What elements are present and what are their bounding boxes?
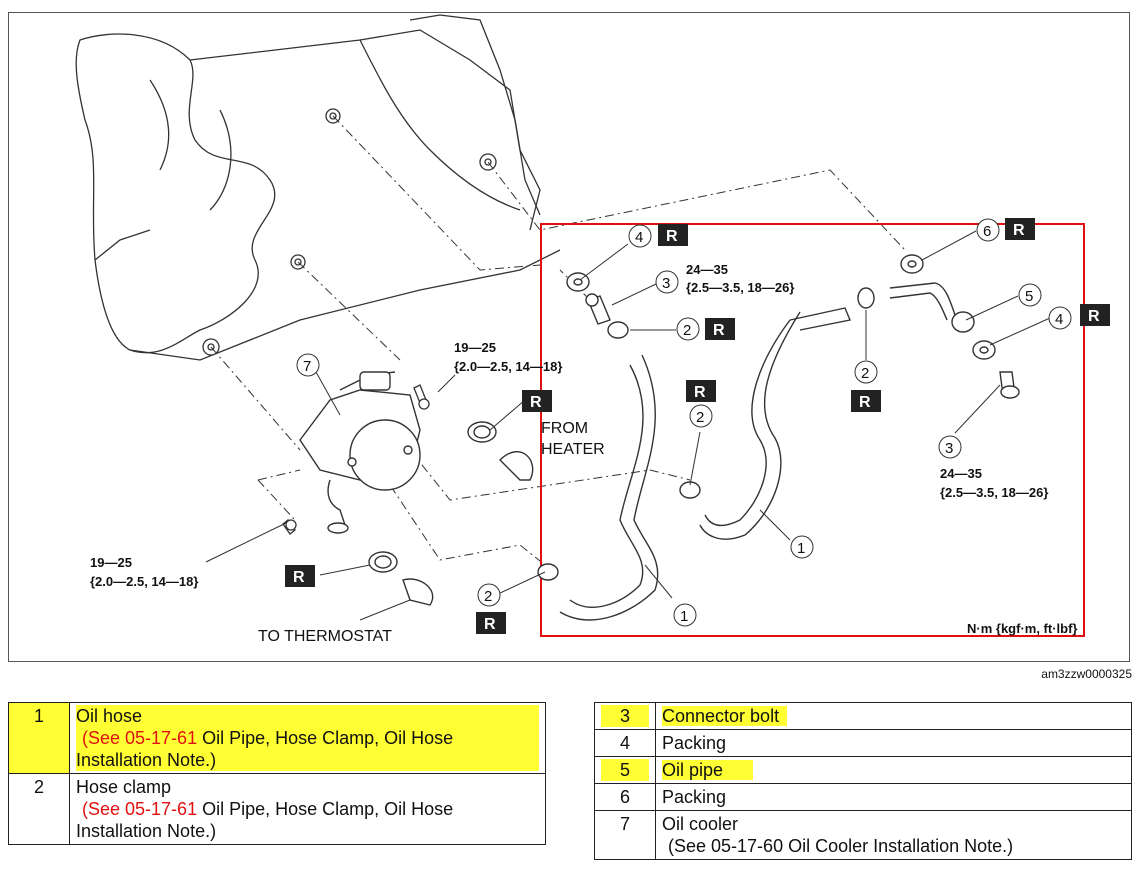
replace-badge <box>476 612 506 634</box>
part-name: Hose clamp <box>76 777 172 797</box>
image-id: am3zzw0000325 <box>1041 667 1132 681</box>
svg-text:{2.5—3.5, 18—26}: {2.5—3.5, 18—26} <box>940 485 1049 500</box>
reference-link[interactable]: (See 05-17-61 <box>82 728 198 748</box>
svg-text:N·m {kgf·m, ft·lbf}: N·m {kgf·m, ft·lbf} <box>967 621 1078 636</box>
part-callout-5 <box>1019 284 1041 306</box>
svg-text:R: R <box>293 569 305 586</box>
part-name: Packing <box>656 784 1132 811</box>
svg-text:R: R <box>484 616 496 633</box>
oil-cooler <box>300 372 420 533</box>
parts-table-left <box>8 702 546 845</box>
dashed-guide-lines <box>211 116 905 565</box>
replace-badge <box>1080 304 1110 326</box>
table-row <box>595 703 1132 730</box>
part-callout-4b <box>1049 307 1071 329</box>
oil-pipe <box>890 283 974 332</box>
svg-text:{2.0—2.5, 14—18}: {2.0—2.5, 14—18} <box>90 574 199 589</box>
parts-table-right <box>594 702 1132 860</box>
part-callout-2b <box>690 405 712 427</box>
reference-link[interactable]: (See 05-17-61 <box>82 799 198 819</box>
part-name: Oil cooler <box>662 814 739 834</box>
svg-text:5: 5 <box>1025 288 1034 305</box>
svg-text:4: 4 <box>635 229 644 246</box>
part-callout-7 <box>297 354 319 376</box>
svg-text:2: 2 <box>696 409 705 426</box>
table-row <box>595 730 1132 757</box>
part-name: Packing <box>656 730 1132 757</box>
svg-text:HEATER: HEATER <box>541 441 605 458</box>
part-callout-1b <box>791 536 813 558</box>
svg-text:1: 1 <box>680 608 689 625</box>
svg-text:R: R <box>713 322 725 339</box>
replace-badge <box>686 380 716 402</box>
oil-hoses <box>560 308 850 620</box>
part-callout-1a <box>674 604 696 626</box>
svg-text:2: 2 <box>484 588 493 605</box>
svg-text:7: 7 <box>303 358 312 375</box>
packings <box>567 255 995 359</box>
svg-text:FROM: FROM <box>541 420 589 437</box>
replace-badge <box>851 390 881 412</box>
replace-badge <box>658 224 688 246</box>
part-number: 2 <box>9 774 70 845</box>
svg-text:R: R <box>530 394 542 411</box>
svg-text:19—25: 19—25 <box>454 340 496 355</box>
svg-text:24—35: 24—35 <box>686 262 728 277</box>
table-row <box>9 703 546 774</box>
engine-bolts <box>203 109 496 355</box>
part-callout-2d <box>855 361 877 383</box>
svg-text:4: 4 <box>1055 311 1064 328</box>
table-row <box>595 784 1132 811</box>
svg-text:2: 2 <box>861 365 870 382</box>
part-number: 5 <box>601 759 649 781</box>
table-row <box>595 757 1132 784</box>
part-callout-2a <box>677 318 699 340</box>
engine-block-outline <box>76 15 560 360</box>
svg-text:1: 1 <box>797 540 806 557</box>
note-text: Oil Pipe, Hose Clamp, Oil Hose <box>197 728 454 748</box>
replace-badge <box>705 318 735 340</box>
part-name: Connector bolt <box>662 706 787 726</box>
svg-text:{2.5—3.5, 18—26}: {2.5—3.5, 18—26} <box>686 280 795 295</box>
part-description <box>70 703 546 774</box>
part-number: 7 <box>595 811 656 860</box>
part-callout-3a <box>656 271 678 293</box>
svg-text:R: R <box>666 228 678 245</box>
part-callout-4a <box>629 225 651 247</box>
part-callout-2c <box>478 584 500 606</box>
part-name: Oil hose <box>76 706 143 726</box>
part-description <box>70 774 546 845</box>
svg-text:R: R <box>1088 308 1100 325</box>
part-callout-3b <box>939 436 961 458</box>
svg-text:2: 2 <box>683 322 692 339</box>
part-callout-6 <box>977 219 999 241</box>
highlight-region <box>541 224 1084 636</box>
note-text: Installation Note.) <box>76 750 217 770</box>
svg-text:R: R <box>1013 222 1025 239</box>
replace-badge <box>285 565 315 587</box>
table-row <box>595 811 1132 860</box>
replace-badge <box>522 390 552 412</box>
note-text: (See 05-17-60 Oil Cooler Installation Note.) <box>668 836 1014 856</box>
part-number: 1 <box>9 703 70 774</box>
part-number: 3 <box>601 705 649 727</box>
svg-text:R: R <box>859 394 871 411</box>
note-text: Oil Pipe, Hose Clamp, Oil Hose <box>197 799 454 819</box>
table-row <box>9 774 546 845</box>
svg-text:TO THERMOSTAT: TO THERMOSTAT <box>258 628 392 645</box>
part-name: Oil pipe <box>662 760 753 780</box>
svg-text:R: R <box>694 384 706 401</box>
svg-text:24—35: 24—35 <box>940 466 982 481</box>
svg-text:{2.0—2.5, 14—18}: {2.0—2.5, 14—18} <box>454 359 563 374</box>
svg-text:6: 6 <box>983 223 992 240</box>
part-number: 6 <box>595 784 656 811</box>
part-description <box>656 811 1132 860</box>
replace-badge <box>1005 218 1035 240</box>
svg-text:19—25: 19—25 <box>90 555 132 570</box>
svg-text:3: 3 <box>945 440 954 457</box>
svg-text:3: 3 <box>662 275 671 292</box>
part-number: 4 <box>595 730 656 757</box>
note-text: Installation Note.) <box>76 821 217 841</box>
